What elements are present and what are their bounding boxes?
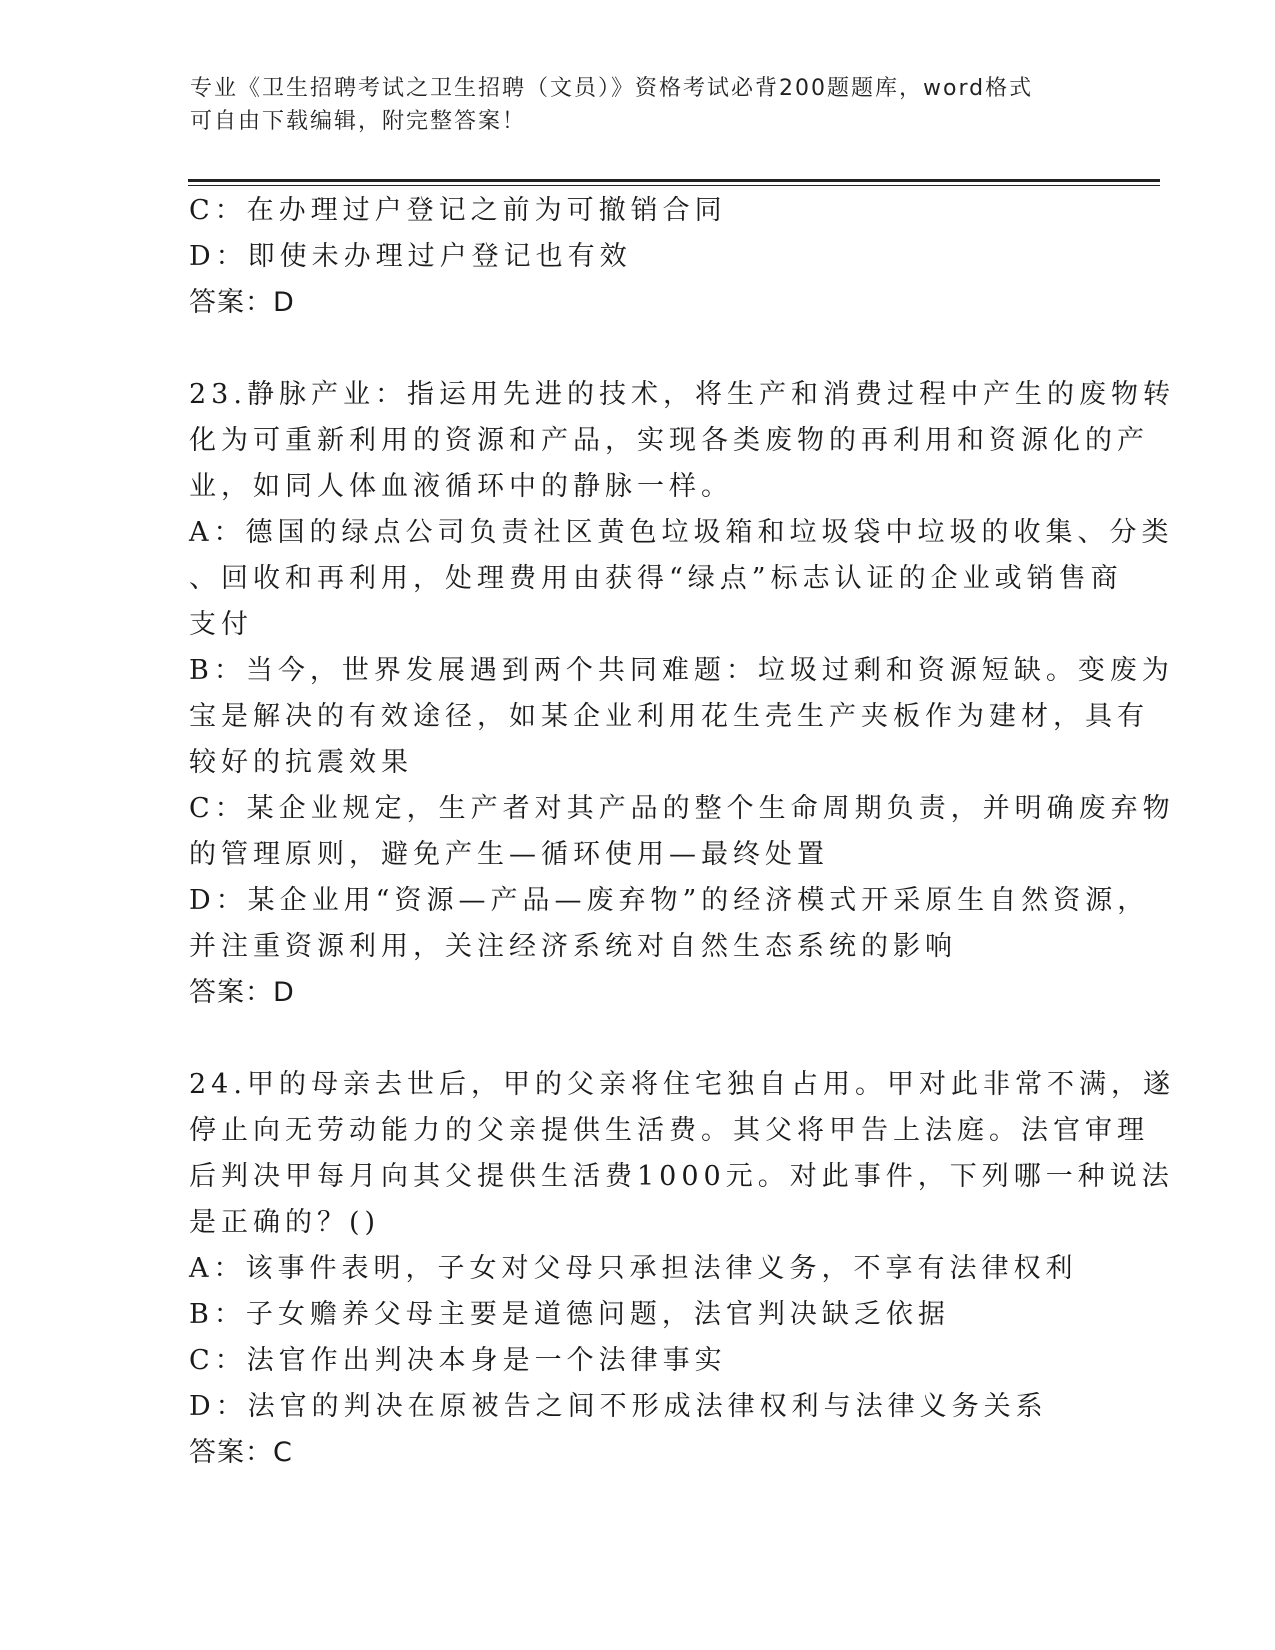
q23-option-d-line-1: D：某企业用“资源—产品—废弃物”的经济模式开采原生自然资源， <box>189 885 1150 916</box>
prev-answer: 答案：D <box>189 287 295 318</box>
q23-stem-line-3: 业，如同人体血液循环中的静脉一样。 <box>189 471 733 502</box>
header-title-line-1: 专业《卫生招聘考试之卫生招聘（文员）》资格考试必背200题题库，word格式 <box>190 76 1034 101</box>
q24-answer: 答案：C <box>189 1437 293 1468</box>
document-header <box>190 72 1070 138</box>
q24-stem-line-4: 是正确的？() <box>189 1207 381 1238</box>
q23-option-b-line-3: 较好的抗震效果 <box>189 747 413 778</box>
document-body <box>189 188 1175 1476</box>
q24-stem-line-2: 停止向无劳动能力的父亲提供生活费。其父将甲告上法庭。法官审理 <box>189 1115 1149 1146</box>
header-divider-thick <box>188 179 1160 182</box>
q23-answer: 答案：D <box>189 977 295 1008</box>
q23-option-a-line-2: 、回收和再利用，处理费用由获得“绿点”标志认证的企业或销售商 <box>189 563 1123 594</box>
q23-option-c-line-1: C：某企业规定，生产者对其产品的整个生命周期负责，并明确废弃物 <box>189 793 1175 824</box>
q23-option-b-line-1: B：当今，世界发展遇到两个共同难题：垃圾过剩和资源短缺。变废为 <box>189 655 1174 686</box>
prev-option-d: D：即使未办理过户登记也有效 <box>189 241 632 272</box>
prev-option-c: C：在办理过户登记之前为可撤销合同 <box>189 195 727 226</box>
q23-option-d-line-2: 并注重资源利用，关注经济系统对自然生态系统的影响 <box>189 931 957 962</box>
q23-stem-line-2: 化为可重新利用的资源和产品，实现各类废物的再利用和资源化的产 <box>189 425 1149 456</box>
q24-stem-line-1: 24.甲的母亲去世后，甲的父亲将住宅独自占用。甲对此非常不满，遂 <box>189 1069 1175 1100</box>
spacer <box>189 326 1084 372</box>
q23-stem-line-1: 23.静脉产业：指运用先进的技术，将生产和消费过程中产生的废物转 <box>189 379 1175 410</box>
q24-option-c: C：法官作出判决本身是一个法律事实 <box>189 1345 727 1376</box>
header-divider-thin <box>188 185 1160 186</box>
q23-option-b-line-2: 宝是解决的有效途径，如某企业利用花生壳生产夹板作为建材，具有 <box>189 701 1149 732</box>
q23-option-a-line-3: 支付 <box>189 609 253 640</box>
q23-option-c-line-2: 的管理原则，避免产生—循环使用—最终处置 <box>189 839 829 870</box>
spacer <box>189 1016 1084 1062</box>
q24-option-a: A：该事件表明，子女对父母只承担法律义务，不享有法律权利 <box>189 1253 1078 1284</box>
q24-stem-line-3: 后判决甲每月向其父提供生活费1000元。对此事件，下列哪一种说法 <box>189 1161 1174 1192</box>
q23-option-a-line-1: A：德国的绿点公司负责社区黄色垃圾箱和垃圾袋中垃圾的收集、分类 <box>189 517 1174 548</box>
header-title-line-2: 可自由下载编辑，附完整答案！ <box>190 109 527 134</box>
q24-option-d: D：法官的判决在原被告之间不形成法律权利与法律义务关系 <box>189 1391 1048 1422</box>
q24-option-b: B：子女赡养父母主要是道德问题，法官判决缺乏依据 <box>189 1299 950 1330</box>
